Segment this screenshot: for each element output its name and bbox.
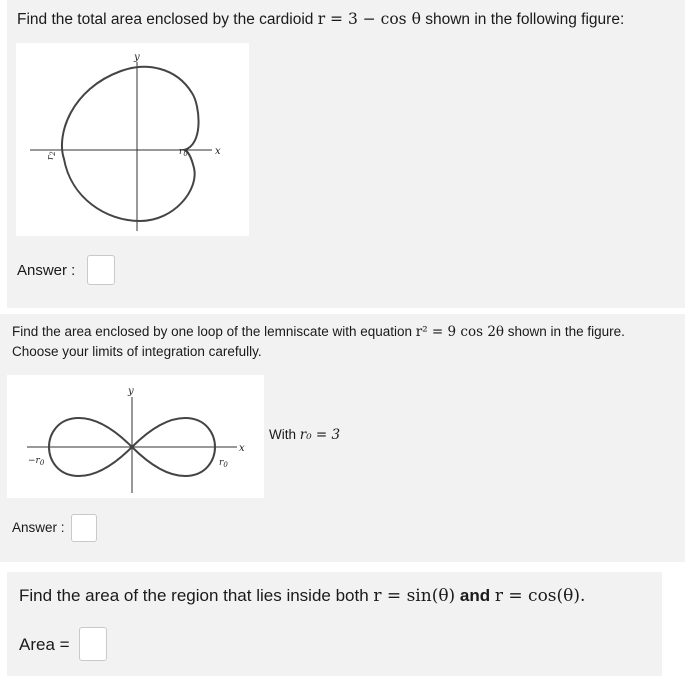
question-3-text: Find the area of the region that lies inside both (19, 586, 374, 605)
question-2-prompt (12, 322, 625, 362)
question-card-2 (0, 314, 685, 562)
question-2-instruction: Choose your limits of integration carefully. (12, 344, 262, 359)
r0-label: $r_0$ (179, 147, 188, 158)
note-prefix: With (269, 427, 300, 442)
area-label: Area = (19, 635, 70, 654)
question-2-text: Find the area enclosed by one loop of the lemniscate with equation (12, 324, 416, 339)
question-card-1 (7, 0, 685, 308)
y-axis-label: y (134, 52, 140, 63)
neg-r0-label: $-r_0$ (28, 456, 45, 467)
cardioid-curve (62, 67, 199, 221)
answer-2-input[interactable] (71, 514, 97, 542)
connector-and: and (455, 586, 495, 605)
question-1-prompt (17, 10, 624, 29)
answer-2-label: Answer : (12, 520, 65, 535)
r2-label: $r_2$ (46, 151, 57, 160)
answer-1-label: Answer : (17, 262, 76, 279)
question-3-prompt (19, 586, 585, 606)
lemniscate-figure (7, 375, 264, 498)
question-1-text: Find the total area enclosed by the cardioid (17, 11, 318, 28)
cardioid-equation: r = 3 − cos θ (317, 10, 421, 28)
cosine-equation: r = cos(θ). (494, 586, 586, 606)
cardioid-graph (16, 43, 249, 236)
x-axis-label: x (215, 146, 221, 157)
x-axis-label: x (239, 443, 245, 454)
cardioid-figure (16, 43, 249, 236)
lemniscate-equation: r² = 9 cos 2θ (415, 324, 505, 340)
y-axis-label: y (128, 386, 134, 397)
question-2-text-end: shown in the figure. (504, 324, 625, 339)
question-card-3 (7, 572, 662, 676)
question-1-text-end: shown in the following figure: (420, 11, 625, 28)
sine-equation: r = sin(θ) (373, 586, 456, 606)
lemniscate-graph (7, 375, 264, 498)
lemniscate-note (269, 427, 340, 443)
r0-value: r₀ = 3 (299, 427, 341, 443)
area-input[interactable] (79, 627, 107, 661)
answer-1-input[interactable] (87, 255, 115, 285)
r0-label: $r_0$ (219, 458, 228, 469)
